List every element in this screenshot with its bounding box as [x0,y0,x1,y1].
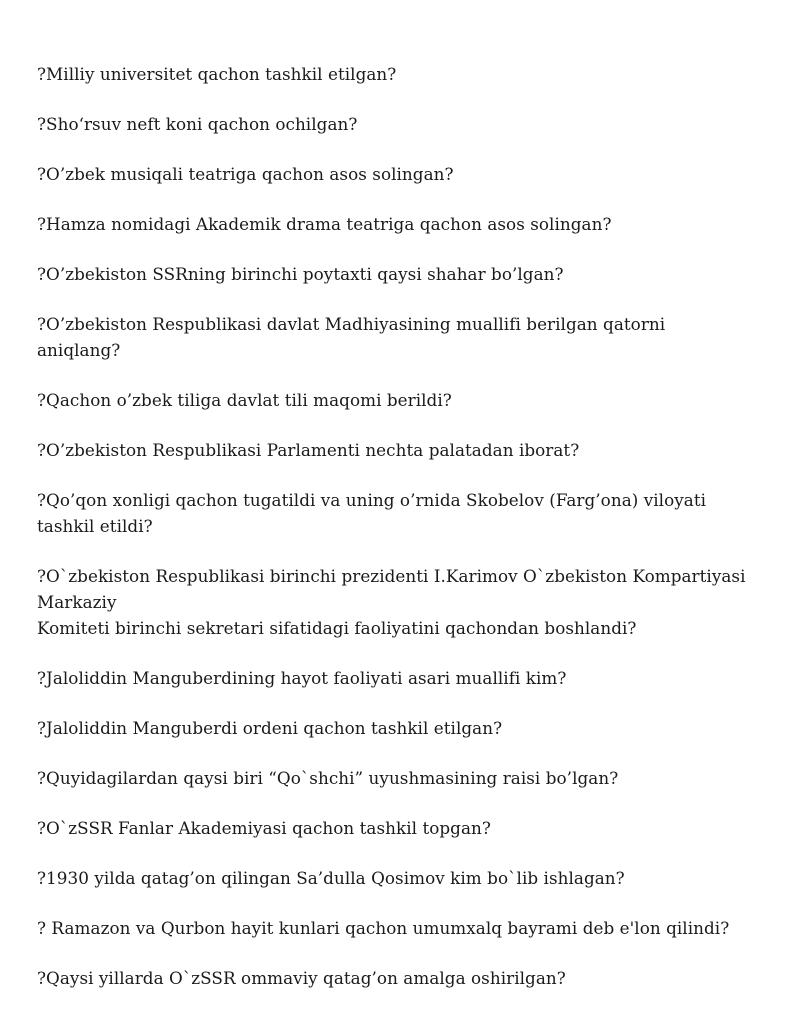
question-line: ?Qaysi yillarda O`zSSR ommaviy qatag’on amalga oshirilgan? [37,968,566,988]
question-line: Markaziy [37,592,117,612]
question-line: ?Quyidagilardan qaysi biri “Qo`shchi” uyushmasining raisi bo’lgan? [37,768,619,788]
question-line: Komiteti birinchi sekretari sifatidagi faoliyatini qachondan boshlandi? [37,618,637,638]
question-line: ?O`zbekiston Respublikasi birinchi prezidenti I.Karimov O`zbekiston Kompartiyasi [37,566,746,586]
question-line: ?Milliy universitet qachon tashkil etilgan? [37,64,397,84]
question-item [37,487,767,539]
question-item [37,765,767,791]
question-item [37,261,767,287]
question-item [37,111,767,137]
question-item [37,211,767,237]
question-line: ?O’zbekiston SSRning birinchi poytaxti qaysi shahar bo’lgan? [37,264,564,284]
question-item [37,915,767,941]
question-line: ?Hamza nomidagi Akademik drama teatriga qachon asos solingan? [37,214,612,234]
question-item [37,437,767,463]
question-line: ? Ramazon va Qurbon hayit kunlari qachon umumxalq bayrami deb e'lon qilindi? [37,918,730,938]
question-item [37,61,767,87]
question-line: ?Jaloliddin Manguberdi ordeni qachon tashkil etilgan? [37,718,503,738]
question-line: ?O`zSSR Fanlar Akademiyasi qachon tashkil topgan? [37,818,491,838]
question-item [37,563,767,641]
question-line: ?O’zbekiston Respublikasi Parlamenti nechta palatadan iborat? [37,440,580,460]
question-item [37,311,767,363]
question-line: ?Qachon o’zbek tiliga davlat tili maqomi berildi? [37,390,452,410]
question-line: ?Sho‘rsuv neft koni qachon ochilgan? [37,114,358,134]
question-item [37,387,767,413]
question-item [37,665,767,691]
question-line: ?O’zbekiston Respublikasi davlat Madhiyasining muallifi berilgan qatorni [37,314,666,334]
question-item [37,965,767,991]
question-line: ?Jaloliddin Manguberdining hayot faoliyati asari muallifi kim? [37,668,567,688]
question-item [37,815,767,841]
question-line: tashkil etildi? [37,516,153,536]
question-line: ?Qo’qon xonligi qachon tugatildi va uning o’rnida Skobelov (Farg’ona) viloyati [37,490,707,510]
question-line: ?O’zbek musiqali teatriga qachon asos solingan? [37,164,454,184]
question-item [37,715,767,741]
question-item [37,865,767,891]
question-list [37,61,767,1015]
question-item [37,161,767,187]
question-line: aniqlang? [37,340,121,360]
question-line: ?1930 yilda qatag’on qilingan Sa’dulla Qosimov kim bo`lib ishlagan? [37,868,625,888]
